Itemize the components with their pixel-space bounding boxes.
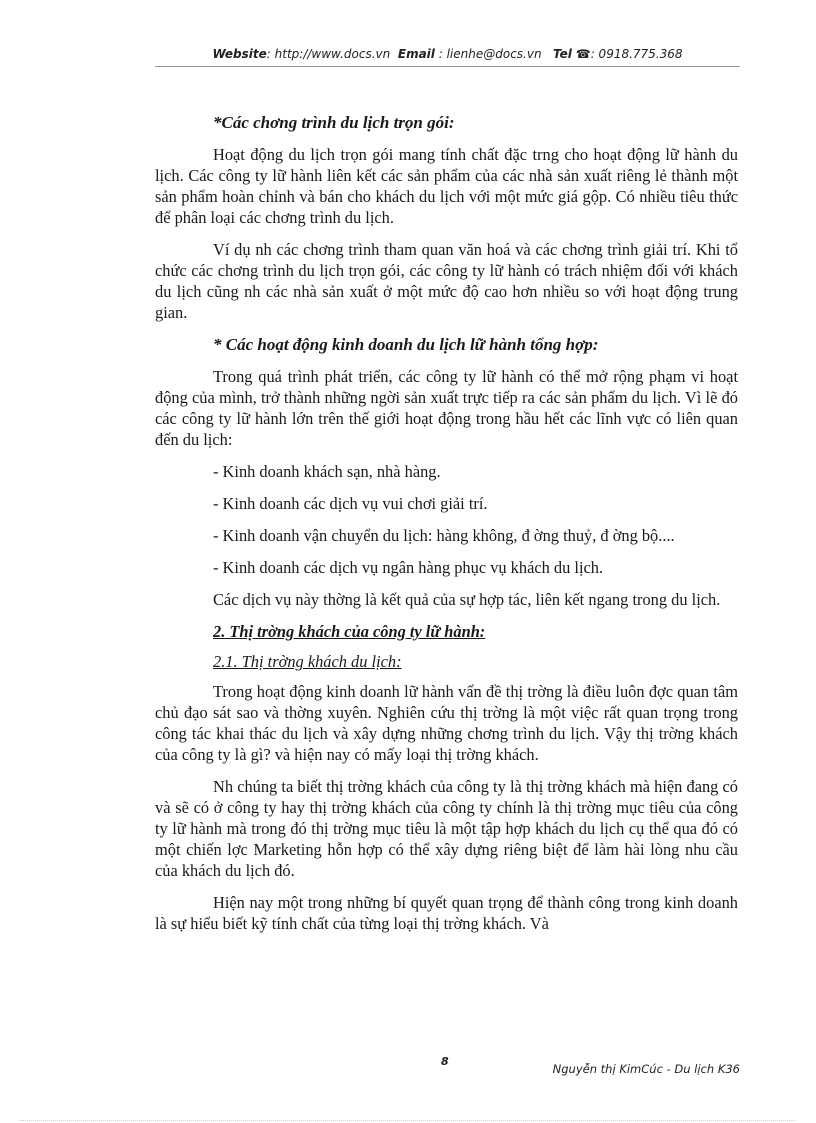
list-item: - Kinh doanh các dịch vụ vui chơi giải trí. (213, 494, 488, 513)
paragraph: Hoạt động du lịch trọn gói mang tính chất đặc trng cho hoạt động lữ hành du lịch. Các công ty lữ hành liên kết các sản phẩm của các nhà sản xuất riêng lẻ thành một sản phẩm hoàn chỉnh và bán cho khách du lịch với một mức giá gộp. Có nhiều tiêu thức để phân loại các chơng trình du lịch. (155, 145, 738, 227)
paragraph: Các dịch vụ này thờng là kết quả của sự hợp tác, liên kết ngang trong du lịch. (213, 590, 721, 609)
page-bottom-border (20, 1120, 796, 1121)
list-item: - Kinh doanh các dịch vụ ngân hàng phục vụ khách du lịch. (213, 558, 604, 577)
list-item: - Kinh doanh khách sạn, nhà hàng. (213, 462, 441, 481)
paragraph: Hiện nay một trong những bí quyết quan trọng để thành công trong kinh doanh là sự hiểu biết kỹ tính chất của từng loại thị trờng khách. Và (155, 893, 738, 933)
website-url[interactable]: : http://www.docs.vn (266, 47, 391, 61)
section-heading-2: 2. Thị trờng khách của công ty lữ hành: (213, 622, 486, 641)
subsection-heading-2-1: 2.1. Thị trờng khách du lịch: (213, 652, 402, 671)
tel-label: Tel (553, 47, 572, 61)
header-divider (155, 66, 740, 67)
page-number: 8 (441, 1055, 449, 1068)
paragraph: Ví dụ nh các chơng trình tham quan văn hoá và các chơng trình giải trí. Khi tổ chức các chơng trình du lịch trọn gói, các công ty lữ hành có trách nhiệm đối với khách du lịch cũng nh các nhà sản xuất ở một mức độ cao hơn nhiều so với hoạt động trung gian. (155, 240, 738, 322)
website-label: Website (212, 47, 267, 61)
heading-general-business: * Các hoạt động kinh doanh du lịch lữ hành tổng hợp: (213, 335, 599, 354)
document-body (155, 112, 738, 945)
page-header (155, 47, 740, 61)
phone-icon: ☎ (575, 47, 591, 61)
heading-package-tours: *Các chơng trình du lịch trọn gói: (213, 113, 455, 132)
paragraph: Trong hoạt động kinh doanh lữ hành vấn đề thị trờng là điều luôn đợc quan tâm chủ đạo sát sao và thờng xuyên. Nghiên cứu thị trờng là một việc rất quan trọng trong công tác khai thác du lịch và xây dựng những chơng trình du lịch. Vậy thị trờng khách của công ty là gì? và hiện nay có mấy loại thị trờng khách. (155, 682, 738, 764)
footer-author: Nguyễn thị KimCúc - Du lịch K36 (552, 1062, 740, 1076)
email-label: Email (397, 47, 435, 61)
email-address[interactable]: : lienhe@docs.vn (438, 47, 542, 61)
paragraph: Trong quá trình phát triển, các công ty lữ hành có thể mở rộng phạm vi hoạt động của mình, trở thành những ngời sản xuất trực tiếp ra các sản phẩm du lịch. Vì lẽ đó các công ty lữ hành lớn trên thế giới hoạt động trong hầu hết các lĩnh vực có liên quan đến du lịch: (155, 367, 738, 449)
tel-number: : 0918.775.368 (590, 47, 683, 61)
list-item: - Kinh doanh vận chuyển du lịch: hàng không, đ ờng thuỷ, đ ờng bộ.... (213, 526, 675, 545)
paragraph: Nh chúng ta biết thị trờng khách của công ty là thị trờng khách mà hiện đang có và sẽ có ở công ty hay thị trờng khách của công ty chính là thị trờng mục tiêu của công ty lữ hành mà trong đó thị trờng mục tiêu là một tập hợp khách du lịch cụ thể qua đó có một chiến lợc Marketing hỗn hợp có thể xây dựng riêng biệt để làm hài lòng nhu cầu của khách du lịch đó. (155, 777, 738, 880)
